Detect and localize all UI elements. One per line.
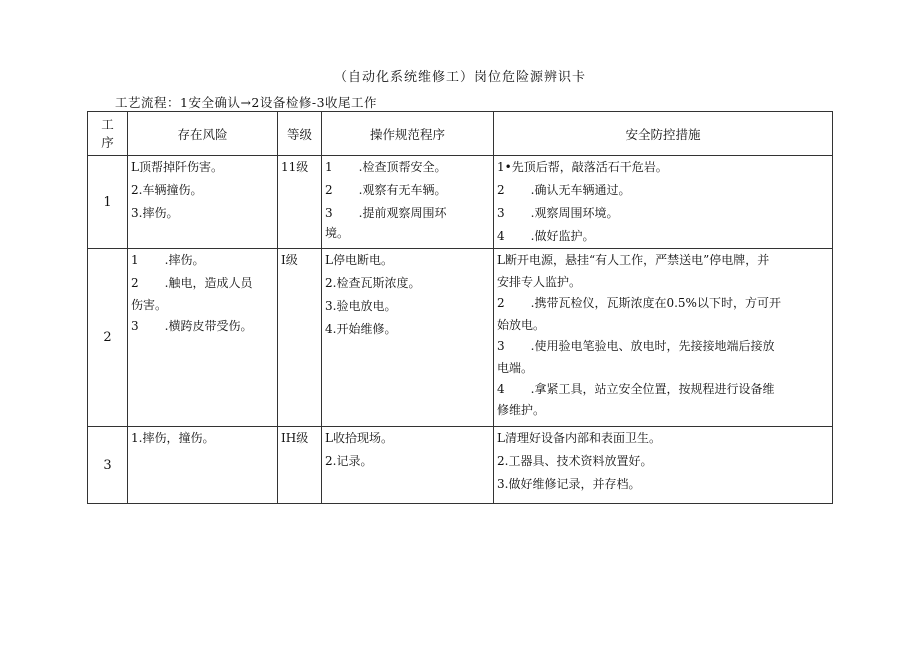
measure-item: 2.工器具、技术资料放置好。 (497, 454, 653, 468)
measure-item: L断开电源，悬挂“有人工作，严禁送电”停电牌，并 (497, 253, 770, 267)
measure-item: 4 .拿紧工具，站立安全位置，按规程进行设备维 (497, 382, 775, 396)
procedure-item: 2.检查瓦斯浓度。 (325, 276, 421, 290)
measure-item-cont: 修维护。 (497, 403, 546, 417)
procedure-item: L收拾现场。 (325, 431, 393, 445)
risk-cell (128, 249, 278, 427)
level-cell: I级 (278, 249, 322, 427)
measures-cell (494, 427, 833, 504)
table-row (88, 249, 833, 427)
measure-item: 2 .确认无车辆通过。 (497, 183, 631, 197)
header-measures: 安全防控措施 (494, 112, 833, 156)
risk-cell (128, 427, 278, 504)
risk-item: 1 .摔伤。 (131, 253, 205, 267)
table-row (88, 427, 833, 504)
measures-cell (494, 156, 833, 249)
risk-item: 2 .触电，造成人员 (131, 276, 253, 290)
process-flow: 工艺流程：1安全确认→2设备检修-3收尾工作 (115, 95, 378, 110)
header-seq-top: 工 (101, 116, 114, 132)
procedure-item: L停电断电。 (325, 253, 393, 267)
page-title: （自动化系统维修工）岗位危险源辨识卡 (333, 70, 586, 85)
measure-item-cont: 始放电。 (497, 318, 546, 332)
measure-item: 4 .做好监护。 (497, 229, 595, 243)
risk-item: 3.摔伤。 (131, 206, 179, 220)
risk-item: L顶帮掉阡伤害。 (131, 160, 223, 174)
measure-item: L清理好设备内部和表面卫生。 (497, 431, 661, 445)
procedure-item: 3.验电放电。 (325, 299, 397, 313)
table-row (88, 156, 833, 249)
risk-cell (128, 156, 278, 249)
procedure-item: 2 .观察有无车辆。 (325, 183, 447, 197)
measure-item: 3 .使用验电笔验电、放电时，先接接地端后接放 (497, 339, 775, 353)
risk-item: 1.摔伤，撞伤。 (131, 431, 215, 445)
procedure-item-cont: 境。 (325, 226, 350, 240)
header-seq-bottom: 序 (101, 134, 114, 150)
procedure-item: 2.记录。 (325, 454, 373, 468)
row-seq: 2 (88, 249, 128, 427)
hazard-table (87, 111, 833, 504)
level-cell: 11级 (278, 156, 322, 249)
procedure-cell (322, 427, 494, 504)
header-risk: 存在风险 (128, 112, 278, 156)
measure-item: 1•先顶后帮，敲落活石干危岩。 (497, 160, 668, 174)
procedure-item: 4.开始维修。 (325, 322, 397, 336)
header-procedure: 操作规范程序 (322, 112, 494, 156)
header-level: 等级 (278, 112, 322, 156)
level-cell: IH级 (278, 427, 322, 504)
header-seq (88, 112, 128, 156)
procedure-cell (322, 156, 494, 249)
measure-item: 3 .观察周围环境。 (497, 206, 619, 220)
risk-item: 3 .横跨皮带受伤。 (131, 319, 253, 333)
measure-item-cont: 安排专人监护。 (497, 275, 582, 289)
risk-item: 2.车辆撞伤。 (131, 183, 203, 197)
measures-cell (494, 249, 833, 427)
procedure-item: 3 .提前观察周围环 (325, 206, 447, 220)
procedure-cell (322, 249, 494, 427)
row-seq: 1 (88, 156, 128, 249)
risk-item-cont: 伤害。 (131, 298, 168, 312)
procedure-item: 1 .检查顶帮安全。 (325, 160, 447, 174)
row-seq: 3 (88, 427, 128, 504)
header-row (88, 112, 833, 156)
measure-item: 2 .携带瓦检仪，瓦斯浓度在0.5%以下时，方可开 (497, 296, 781, 310)
measure-item-cont: 电端。 (497, 361, 534, 375)
measure-item: 3.做好维修记录，并存档。 (497, 477, 641, 491)
